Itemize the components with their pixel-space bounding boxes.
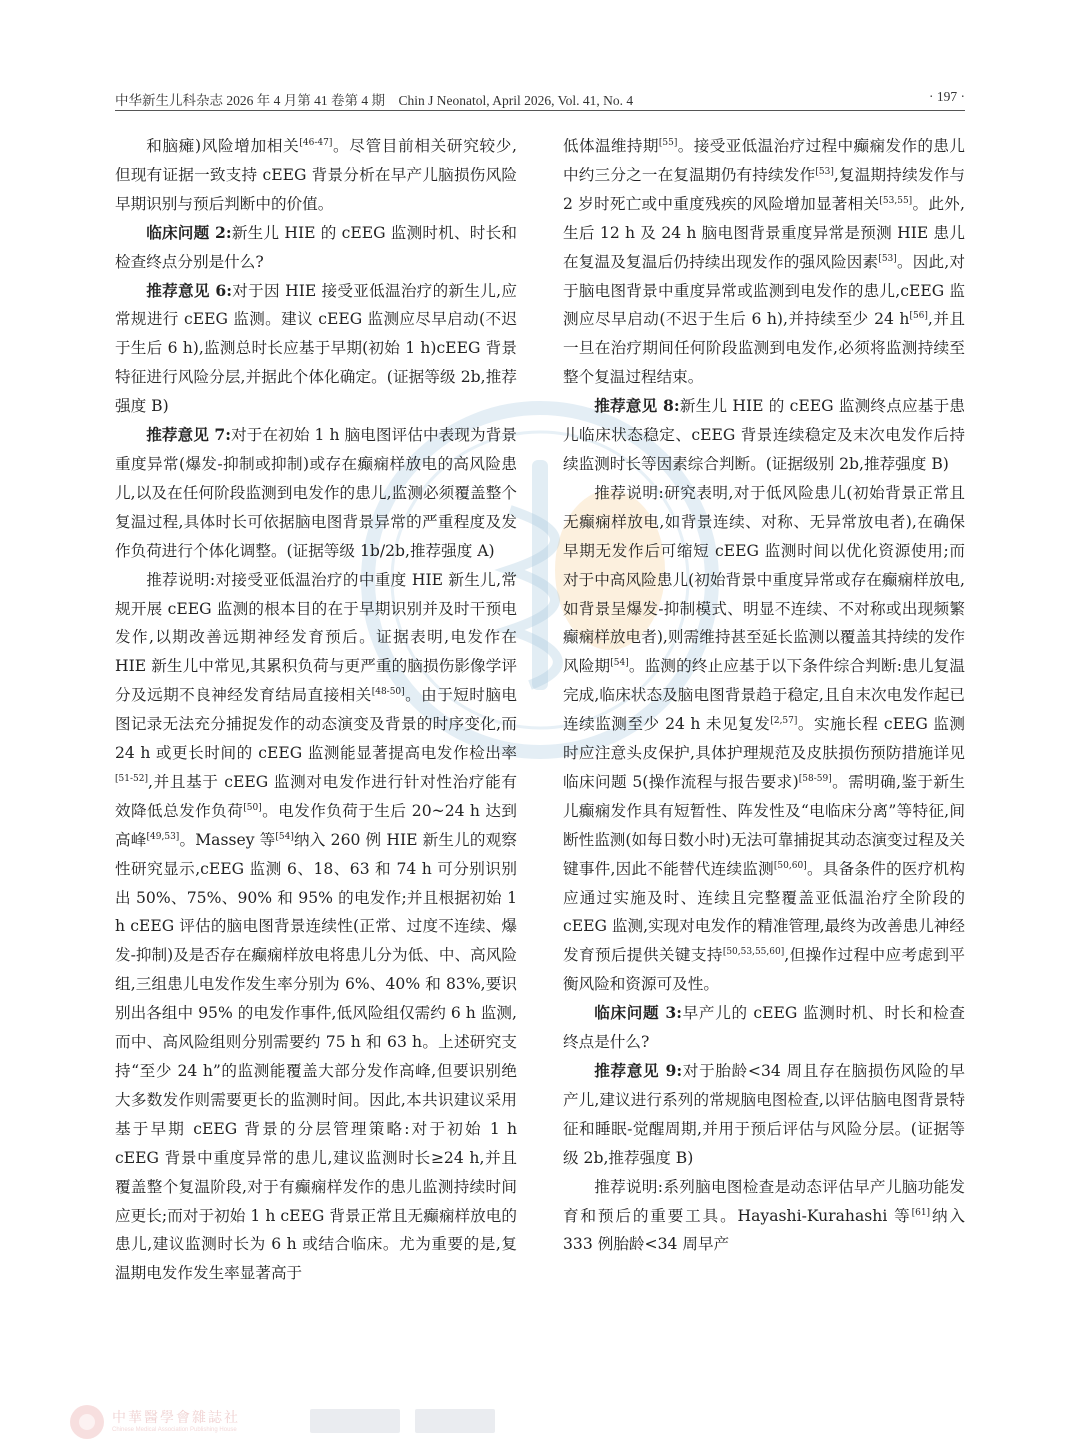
paragraph-text: 新生儿 HIE 的 cEEG 监测终点应基于患儿临床状态稳定、cEEG 背景连续稳定及末次电发作后持续监测时长等因素综合判断。(证据级别 2b,推荐强度 B) [563,397,965,473]
paragraph-text: 低体温维持期[55]。接受亚低温治疗过程中癫痫发作的患儿中约三分之一在复温期仍有持续发作[53],复温期持续发作与 2 岁时死亡或中重度残疾的风险增加显著相关[53,55]。此外,生后 12 h 及 24 h 脑电图背景重度异常是预测 HIE 患儿在复温及复温后仍持续出现发作的强风险因素[53]。因此,对于脑电图背景中重度异常或监测到电发作的患儿,cEEG 监测应尽早启动(不迟于生后 6 h),并持续至少 24 h[56],并且一旦在治疗期间任何阶段监测到电发作,必须将监测持续至整个复温过程结束。 [563,137,965,387]
paragraph-text: 推荐说明:系列脑电图检查是动态评估早产儿脑功能发育和预后的重要工具。Hayashi-Kurahashi 等[61]纳入 333 例胎龄<34 周早产 [563,1177,965,1254]
left-column [115,132,517,1288]
citation-ref: [53,55] [879,195,913,206]
paragraph-text: 对于胎龄<34 周且存在脑损伤风险的早产儿,建议进行系列的常规脑电图检查,以评估脑电图背景特征和睡眠-觉醒周期,并用于预后评估与风险分层。(证据等级 2b,推荐强度 B) [563,1062,965,1167]
paragraph [115,219,517,277]
publisher-name: 中華醫學會雜誌社 [112,1410,240,1426]
paragraph-heading: 推荐意见 8: [594,396,680,416]
running-header [115,86,965,111]
publisher-logo [70,1403,490,1443]
paragraph-text: 对于在初始 1 h 脑电图评估中表现为背景重度异常(爆发-抑制或抑制)或存在癫痫样放电的高风险患儿,以及在任何阶段监测到电发作的患儿,监测必须覆盖整个复温过程,具体时长可依据脑电图背景异常的严重程度及发作负荷进行个体化调整。(证据等级 1b/2b,推荐强度 A) [115,426,517,560]
paragraph-heading: 推荐意见 9: [594,1061,683,1080]
citation-ref: [50,53,55,60] [722,947,785,958]
paragraph-text: 对于因 HIE 接受亚低温治疗的新生儿,应常规进行 cEEG 监测。建议 cEEG 监测应尽早启动(不迟于生后 6 h),监测总时长应基于早期(初始 1 h)cEEG 背景特征进行风险分层,并据此个体化确定。(证据等级 2b,推荐强度 B) [115,281,517,416]
paragraph [563,1173,965,1260]
publisher-name-en: Chinese Medical Association Publishing House [112,1427,237,1433]
paragraph-heading: 临床问题 2: [146,222,232,242]
citation-ref: [53] [878,253,897,264]
paragraph-text: 新生儿 HIE 的 cEEG 监测时机、时长和检查终点分别是什么? [115,223,517,271]
paragraph [563,392,965,479]
paragraph [115,277,517,422]
paragraph [563,1057,965,1173]
watermark-serpent [510,510,558,685]
citation-ref: [58-59] [798,773,832,784]
citation-ref: [2,57] [770,715,798,726]
journal-citation: 中华新生儿科杂志 2026 年 4 月第 41 卷第 4 期 Chin J Neonatol, April 2026, Vol. 41, No. 4 [115,93,634,108]
citation-ref: [50,60] [773,860,807,871]
paragraph-text: 早产儿的 cEEG 监测时机、时长和检查终点是什么? [563,1004,965,1052]
citation-ref: [54] [610,658,629,669]
citation-ref: [48-50] [371,687,405,698]
paragraph [115,132,517,219]
citation-ref: [50] [243,802,262,813]
citation-ref: [49,53] [146,831,180,842]
paragraph-text: 推荐说明:对接受亚低温治疗的中重度 HIE 新生儿,常规开展 cEEG 监测的根本目的在于早期识别并及时干预电发作,以期改善远期神经发育预后。证据表明,电发作在 HIE 新生儿中常见,其累积负荷与更严重的脑损伤影像学评分及远期不良神经发育结局直接相关[48-50]。由于短时脑电图记录无法充分捕捉发作的动态演变及背景的时序变化,而 24 h 或更长时间的 cEEG 监测能显著提高电发作检出率[51-52],并且基于 cEEG 监测对电发作进行针对性治疗能有效降低总发作负荷[50]。电发作负荷于生后 20~24 h 达到高峰[49,53]。Massey 等[54]纳入 260 例 HIE 新生儿的观察性研究显示,cEEG 监测 6、18、63 和 74 h 可分别识别出 50%、75%、90% 和 95% 的电发作;并且根据初始 1 h cEEG 评估的脑电图背景连续性(正常、过度不连续、爆发-抑制)及是否存在癫痫样放电将患儿分为低、中、高风险组,三组患儿电发作发生率分别为 6%、40% 和 83%,要识别出各组中 95% 的电发作事件,低风险组仅需约 6 h 监测,而中、高风险组则分别需要约 75 h 和 63 h。上述研究支持“至少 24 h”的监测能覆盖大部分发作高峰,但要识别绝大多数发作则需要更长的监测时间。因此,本共识建议采用基于早期 cEEG 背景的分层管理策略:对于初始 1 h cEEG 背景中重度异常的患儿,建议监测时长≥24 h,并且覆盖整个复温阶段,对于有癫痫样发作的患儿监测持续时间应更长;而对于初始 1 h cEEG 背景正常且无癫痫样放电的患儿,建议监测时长为 6 h 或结合临床。尤为重要的是,复温期电发作发生率显著高于 [115,570,518,1283]
publisher-seal-icon [70,1405,104,1439]
paragraph-heading: 推荐意见 7: [146,425,232,445]
watermark-staff [532,460,548,690]
citation-ref: [54] [275,831,294,842]
page-number: · 197 · [929,89,965,104]
paragraph-heading: 推荐意见 6: [146,280,233,300]
paragraph-text: 和脑瘫)风险增加相关[46-47]。尽管目前相关研究较少,但现有证据一致支持 cEEG 背景分析在早产儿脑损伤风险早期识别与预后判断中的价值。 [115,137,517,213]
paragraph [563,479,965,999]
paragraph-text: 推荐说明:研究表明,对于低风险患儿(初始背景正常且无癫痫样放电,如背景连续、对称、无异常放电者),在确保早期无发作后可缩短 cEEG 监测时间以优化资源使用;而对于中高风险患儿(初始背景中重度异常或存在癫痫样放电,如背景呈爆发-抑制模式、明显不连续、不对称或出现频繁癫痫样放电者),则需维持甚至延长监测以覆盖其持续的发作风险期[54]。监测的终止应基于以下条件综合判断:患儿复温完成,临床状态及脑电图背景趋于稳定,且自末次电发作起已连续监测至少 24 h 未见复发[2,57]。实施长程 cEEG 监测时应注意头皮保护,具体护理规范及皮肤损伤预防措施详见临床问题 5(操作流程与报告要求)[58-59]。需明确,鉴于新生儿癫痫发作具有短暂性、阵发性及“电临床分离”等特征,间断性监测(如每日数小时)无法可靠捕捉其动态演变过程及关键事件,因此不能替代连续监测[50,60]。具备条件的医疗机构应通过实施及时、连续且完整覆盖亚低温治疗全阶段的 cEEG 监测,实现对电发作的精准管理,最终为改善患儿神经发育预后提供关键支持[50,53,55,60],但操作过程中应考虑到平衡风险和资源可及性。 [563,483,966,994]
citation-ref: [51-52] [115,773,148,784]
citation-ref: [53] [815,166,834,177]
citation-ref: [61] [911,1207,931,1218]
citation-ref: [55] [658,137,678,148]
citation-ref: [56] [909,311,928,322]
paragraph [563,132,965,392]
right-column [563,132,965,1259]
paragraph [115,421,517,566]
paragraph [115,566,517,1289]
paragraph-heading: 临床问题 3: [594,1003,682,1023]
logo-block-2 [415,1409,495,1433]
citation-ref: [46-47] [299,137,333,148]
logo-block-1 [310,1409,400,1433]
paragraph [563,999,965,1057]
